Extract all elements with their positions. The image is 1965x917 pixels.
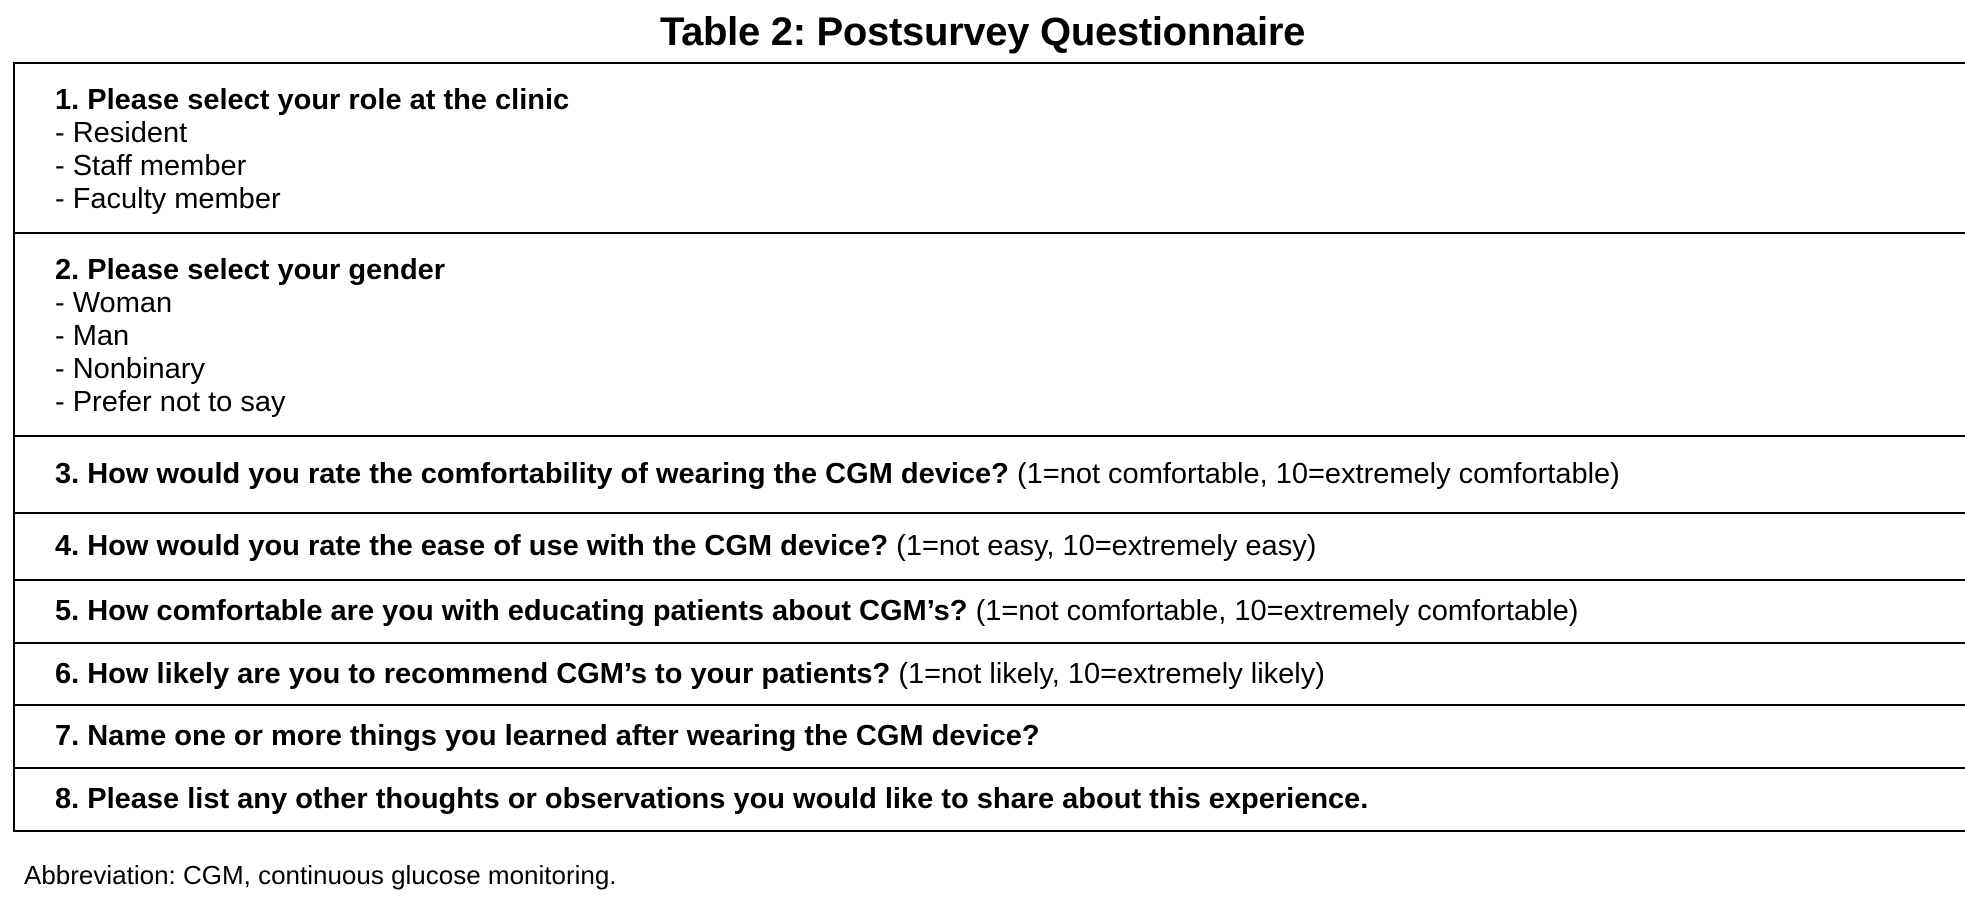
- option-man: - Man: [55, 320, 130, 352]
- question-text: 3. How would you rate the comfortability of wearing the CGM device?: [55, 458, 1009, 490]
- question-row-learned: [15, 706, 1965, 769]
- question-row-ease-of-use: [15, 514, 1965, 581]
- question-text: 6. How likely are you to recommend CGM’s to your patients?: [55, 657, 891, 690]
- option-nonbinary: - Nonbinary: [55, 353, 205, 385]
- question-text: 8. Please list any other thoughts or observations you would like to share about this experience.: [55, 783, 1369, 815]
- question-text: 2. Please select your gender: [55, 254, 446, 286]
- question-row-other-thoughts: [15, 769, 1965, 830]
- question-text: 5. How comfortable are you with educating patients about CGM’s?: [55, 595, 968, 627]
- rating-scale: (1=not comfortable, 10=extremely comfortable): [975, 595, 1579, 627]
- rating-scale: (1=not easy, 10=extremely easy): [896, 530, 1317, 562]
- question-row-educating-patients: [15, 581, 1965, 644]
- question-text: 1. Please select your role at the clinic: [55, 84, 570, 116]
- abbreviation-footnote: Abbreviation: CGM, continuous glucose monitoring.: [24, 860, 617, 890]
- option-faculty-member: - Faculty member: [55, 183, 281, 215]
- question-row-role: [15, 64, 1965, 234]
- option-prefer-not-to-say: - Prefer not to say: [55, 386, 286, 418]
- rating-scale: (1=not comfortable, 10=extremely comfortable): [1016, 458, 1620, 490]
- question-text: 7. Name one or more things you learned after wearing the CGM device?: [55, 720, 1040, 752]
- option-woman: - Woman: [55, 287, 173, 319]
- question-row-gender: [15, 234, 1965, 437]
- option-staff-member: - Staff member: [55, 150, 247, 182]
- option-resident: - Resident: [55, 117, 188, 149]
- rating-scale: (1=not likely, 10=extremely likely): [898, 657, 1325, 690]
- table-title: Table 2: Postsurvey Questionnaire: [659, 10, 1306, 54]
- question-text: 4. How would you rate the ease of use with the CGM device?: [55, 530, 889, 562]
- question-row-comfortability: [15, 437, 1965, 514]
- questionnaire-table: [13, 62, 1965, 832]
- question-row-recommend: [15, 644, 1965, 706]
